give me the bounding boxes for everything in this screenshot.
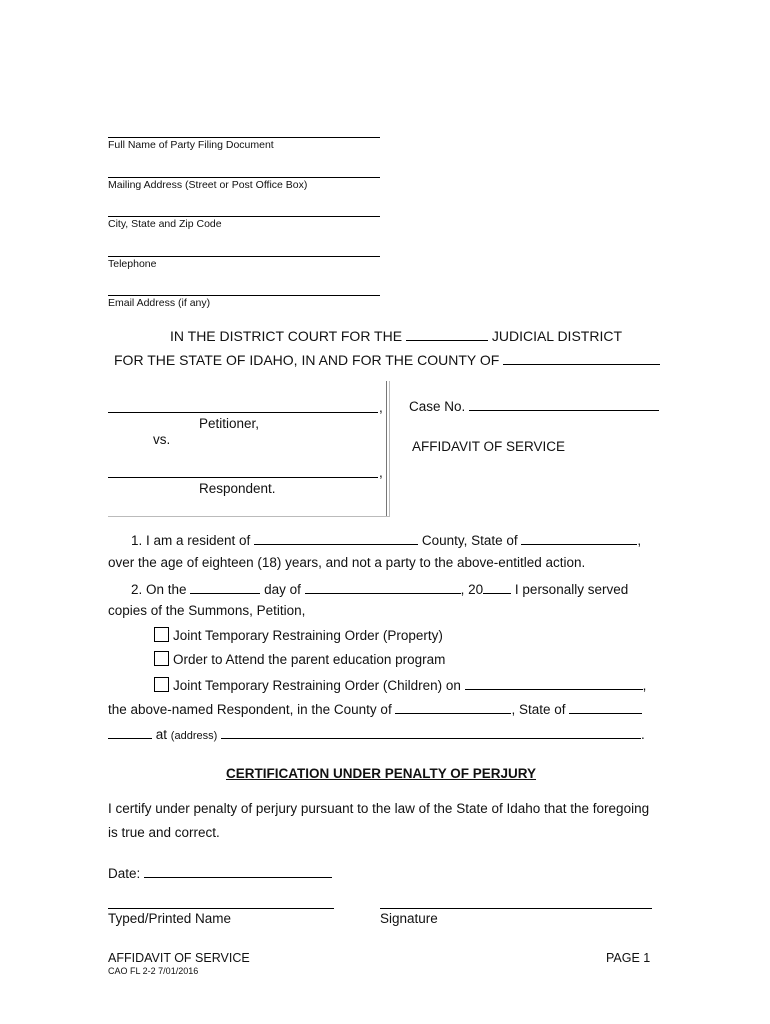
county-field[interactable]: [503, 350, 660, 365]
option-children-checkbox[interactable]: [154, 677, 169, 692]
service-county-field[interactable]: [395, 699, 511, 714]
court-heading-line2: [114, 350, 660, 368]
paragraph-1-line2: over the age of eighteen (18) years, and not a party to the above-entitled action.: [108, 555, 586, 570]
option-parent-education-label: Order to Attend the parent education program: [173, 652, 446, 667]
caption-bottom-border: [108, 516, 389, 517]
respondent-state-text: , State of: [511, 702, 566, 717]
paragraph-1-line1: [131, 530, 641, 548]
children-order-date-field[interactable]: [465, 675, 643, 690]
p1-state-text: County, State of: [421, 533, 518, 548]
date-label: Date:: [108, 866, 141, 881]
date-row: [108, 863, 332, 881]
typed-name-line[interactable]: [108, 908, 334, 909]
mailing-address-line[interactable]: [108, 177, 380, 178]
petitioner-name-line[interactable]: [108, 412, 378, 413]
service-address-field[interactable]: [221, 724, 641, 739]
p2-on-the-text: 2. On the: [131, 582, 187, 597]
email-label: Email Address (if any): [108, 297, 211, 309]
full-name-line[interactable]: [108, 137, 380, 138]
service-time-field[interactable]: [108, 724, 152, 739]
option-property-row: [154, 627, 443, 643]
footer-page-number: PAGE 1: [606, 951, 651, 965]
service-state-field[interactable]: [569, 699, 642, 714]
case-number-field[interactable]: [469, 396, 659, 411]
caption-divider: [386, 381, 390, 517]
respondent-county-line: [108, 699, 642, 717]
certification-heading: CERTIFICATION UNDER PENALTY OF PERJURY: [226, 766, 537, 781]
address-label: (address): [170, 730, 218, 742]
telephone-label: Telephone: [108, 258, 157, 270]
city-state-zip-label: City, State and Zip Code: [108, 218, 222, 230]
address-period: .: [641, 727, 645, 742]
mailing-address-label: Mailing Address (Street or Post Office Box): [108, 179, 308, 191]
court-line2-text: FOR THE STATE OF IDAHO, IN AND FOR THE COUNTY OF: [114, 352, 500, 368]
signature-label: Signature: [380, 911, 438, 926]
petitioner-comma: ,: [379, 400, 383, 415]
resident-state-field[interactable]: [521, 530, 637, 545]
certification-text-line1: I certify under penalty of perjury pursuant to the law of the State of Idaho that the foregoing: [108, 801, 650, 816]
case-number-row: [409, 396, 659, 414]
option-parent-education-row: [154, 651, 445, 667]
p2-day-of-text: day of: [264, 582, 301, 597]
petitioner-label: Petitioner,: [199, 416, 260, 431]
versus-label: vs.: [153, 432, 171, 447]
service-day-field[interactable]: [190, 579, 260, 594]
case-number-label: Case No.: [409, 399, 466, 414]
email-line[interactable]: [108, 295, 380, 296]
respondent-county-text: the above-named Respondent, in the County of: [108, 702, 392, 717]
court-line1-end: JUDICIAL DISTRICT: [491, 328, 622, 344]
paragraph-2-line2: copies of the Summons, Petition,: [108, 603, 306, 618]
resident-county-field[interactable]: [254, 530, 418, 545]
option-parent-education-checkbox[interactable]: [154, 651, 169, 666]
signature-line[interactable]: [380, 908, 652, 909]
option-children-row: [154, 675, 646, 693]
service-year-field[interactable]: [483, 579, 511, 594]
service-address-line: [108, 724, 645, 742]
respondent-name-line[interactable]: [108, 477, 378, 478]
date-field[interactable]: [144, 863, 332, 878]
option-property-checkbox[interactable]: [154, 627, 169, 642]
respondent-comma: ,: [379, 465, 383, 480]
p2-served-text: I personally served: [514, 582, 629, 597]
paragraph-2-line1: [131, 579, 628, 597]
typed-name-label: Typed/Printed Name: [108, 911, 232, 926]
option-children-label: Joint Temporary Restraining Order (Children) on: [173, 678, 461, 693]
full-name-label: Full Name of Party Filing Document: [108, 139, 274, 151]
footer-form-code: CAO FL 2-2 7/01/2016: [108, 966, 199, 976]
court-line1-start: IN THE DISTRICT COURT FOR THE: [170, 328, 403, 344]
telephone-line[interactable]: [108, 256, 380, 257]
respondent-label: Respondent.: [199, 481, 276, 496]
footer-title: AFFIDAVIT OF SERVICE: [108, 951, 250, 965]
p2-year-prefix: , 20: [460, 582, 484, 597]
option-property-label: Joint Temporary Restraining Order (Property): [173, 628, 443, 643]
p1-comma: ,: [637, 533, 642, 548]
court-heading-line1: [170, 326, 622, 344]
service-month-field[interactable]: [305, 579, 461, 594]
p1-resident-text: 1. I am a resident of: [131, 533, 251, 548]
document-title: AFFIDAVIT OF SERVICE: [412, 439, 566, 454]
at-label: at: [155, 727, 168, 742]
judicial-district-field[interactable]: [406, 326, 488, 341]
certification-text-line2: is true and correct.: [108, 825, 220, 840]
city-state-zip-line[interactable]: [108, 216, 380, 217]
option-children-comma: ,: [642, 678, 647, 693]
